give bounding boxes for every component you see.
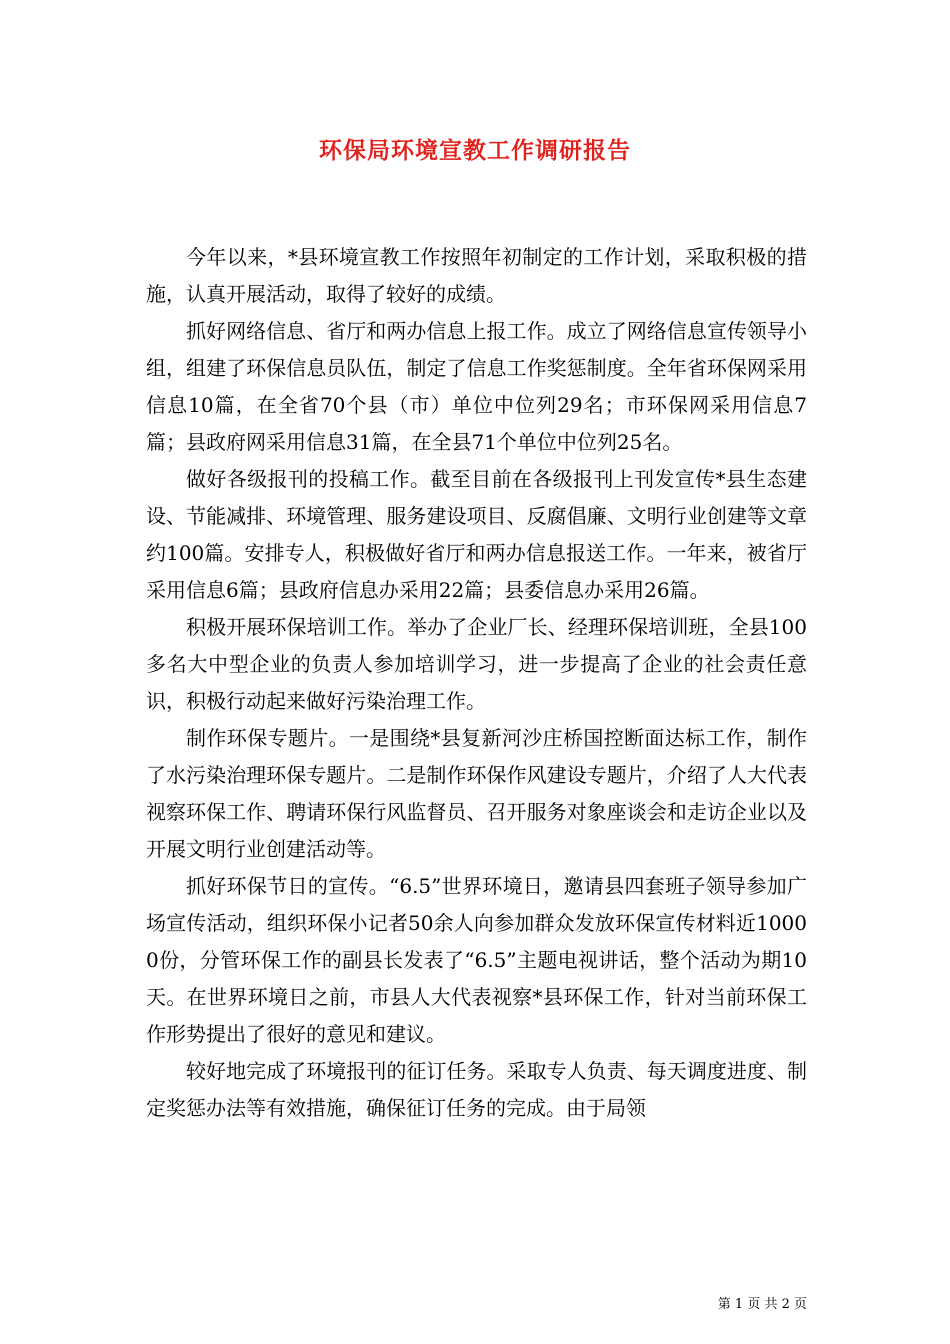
paragraph-press-submissions: 做好各级报刊的投稿工作。截至目前在各级报刊上刊发宣传*县生态建设、节能减排、环境管理、服务建设项目、反腐倡廉、文明行业创建等文章约100篇。安排专人，积极做好省厅和两办信息报送工作。一年来，被省厅采用信息6篇；县政府信息办采用22篇；县委信息办采用26篇。 [146,467,807,602]
paragraph-documentaries: 制作环保专题片。一是围绕*县复新河沙庄桥国控断面达标工作，制作了水污染治理环保专题片。二是制作环保作风建设专题片，介绍了人大代表视察环保工作、聘请环保行风监督员、召开服务对象座谈会和走访企业以及开展文明行业创建活动等。 [146,726,807,861]
paragraph-network-info: 抓好网络信息、省厅和两办信息上报工作。成立了网络信息宣传领导小组，组建了环保信息员队伍，制定了信息工作奖惩制度。全年省环保网采用信息10篇，在全省70个县（市）单位中位列29名；市环保网采用信息7篇；县政府网采用信息31篇，在全县71个单位中位列25名。 [146,319,807,454]
page-title: 环保局环境宣教工作调研报告 [319,137,631,164]
paragraph-festival-publicity: 抓好环保节日的宣传。“6.5”世界环境日，邀请县四套班子领导参加广场宣传活动，组织环保小记者50余人向参加群众发放环保宣传材料近10000份，分管环保工作的副县长发表了“6.5”主题电视讲话，整个活动为期10天。在世界环境日之前，市县人大代表视察*县环保工作，针对当前环保工作形势提出了很好的意见和建议。 [146,874,807,1046]
page-number: 第 1 页 共 2 页 [717,1297,807,1312]
paragraph-subscriptions: 较好地完成了环境报刊的征订任务。采取专人负责、每天调度进度、制定奖惩办法等有效措施，确保征订任务的完成。由于局领 [146,1059,807,1120]
document-body [146,239,807,1127]
paragraph-intro: 今年以来，*县环境宣教工作按照年初制定的工作计划，采取积极的措施，认真开展活动，取得了较好的成绩。 [146,245,807,306]
paragraph-training: 积极开展环保培训工作。举办了企业厂长、经理环保培训班，全县100多名大中型企业的负责人参加培训学习，进一步提高了企业的社会责任意识，积极行动起来做好污染治理工作。 [146,615,807,713]
